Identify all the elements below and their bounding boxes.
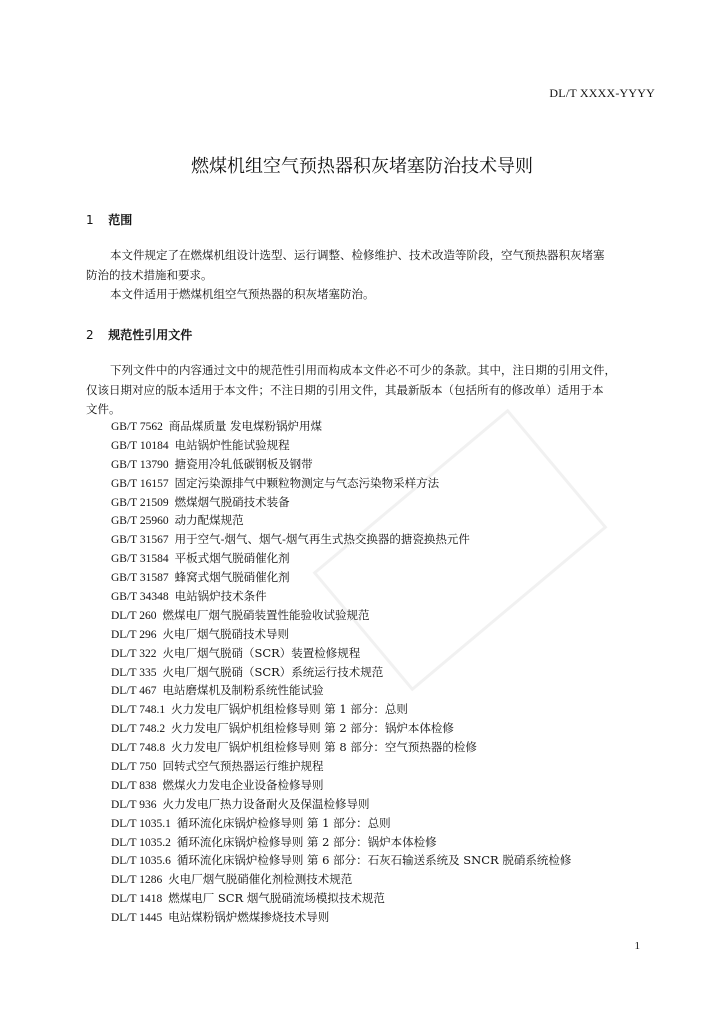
reference-code: GB/T 13790 [111,458,169,471]
text-line: 本文件适用于燃煤机组空气预热器的积灰堵塞防治。 [110,287,375,301]
reference-title: 燃煤电厂 SCR 烟气脱硝流场模拟技术规范 [168,891,385,906]
reference-title: 电站锅炉技术条件 [174,589,267,604]
reference-item [111,757,571,776]
text-line: 本文件规定了在燃煤机组设计选型、运行调整、检修维护、技术改造等阶段，空气预热器积灰堵塞 [110,248,605,262]
reference-title: 循环流化床锅炉检修导则 第 1 部分：总则 [176,815,391,830]
reference-code: GB/T 21509 [111,496,169,509]
reference-code: DL/T 1035.2 [111,836,171,849]
reference-item [111,644,571,663]
section-1-paragraph-1 [86,246,654,285]
section-title: 规范性引用文件 [108,328,193,342]
text-line: 仅该日期对应的版本适用于本文件；不注日期的引用文件，其最新版本（包括所有的修改单）适用于本 [86,382,604,397]
reference-code: DL/T 335 [111,666,157,679]
reference-title: 火力发电厂锅炉机组检修导则 第 2 部分：锅炉本体检修 [171,721,454,736]
section-number: 2 [86,328,94,342]
page-number: 1 [634,940,640,952]
reference-code: DL/T 748.2 [111,723,166,736]
reference-title: 循环流化床锅炉检修导则 第 2 部分：锅炉本体检修 [176,834,437,849]
reference-code: DL/T 467 [111,685,157,698]
reference-title: 电站煤粉锅炉燃煤掺烧技术导则 [168,910,330,925]
reference-item [111,833,571,852]
reference-item [111,870,571,889]
reference-code: GB/T 31587 [111,572,169,585]
reference-code: GB/T 10184 [111,439,169,452]
reference-item [111,795,571,814]
section-2-heading [86,326,192,343]
reference-title: 火电厂烟气脱硝技术导则 [162,626,289,641]
reference-item [111,681,571,700]
reference-item [111,851,571,870]
reference-code: DL/T 1418 [111,893,163,906]
reference-code: DL/T 1445 [111,912,163,925]
section-1-heading [86,211,132,228]
reference-title: 用于空气-烟气、烟气-烟气再生式热交换器的搪瓷换热元件 [174,532,470,547]
reference-code: GB/T 31584 [111,553,169,566]
section-1-paragraph-2 [86,285,654,305]
reference-title: 循环流化床锅炉检修导则 第 6 部分：石灰石输送系统及 SNCR 脱硝系统检修 [176,853,572,868]
reference-code: DL/T 1035.1 [111,817,171,830]
reference-title: 燃煤火力发电企业设备检修导则 [162,777,324,792]
text-line: 文件。 [86,402,121,416]
section-title: 范围 [108,213,133,227]
reference-item [111,700,571,719]
reference-title: 电站锅炉性能试验规程 [174,437,290,452]
reference-title: 蜂窝式烟气脱硝催化剂 [174,570,290,585]
reference-code: GB/T 7562 [111,421,163,433]
reference-item [111,776,571,795]
reference-item [111,738,571,757]
reference-title: 火电厂烟气脱硝（SCR）装置检修规程 [162,645,361,660]
reference-title: 火力发电厂锅炉机组检修导则 第 8 部分：空气预热器的检修 [171,740,477,755]
reference-item [111,814,571,833]
reference-title: 商品煤质量 发电煤粉锅炉用煤 [168,419,323,433]
reference-title: 平板式烟气脱硝催化剂 [174,551,290,566]
document-title: 燃煤机组空气预热器积灰堵塞防治技术导则 [191,156,533,177]
reference-item [111,625,571,644]
reference-title: 燃煤电厂烟气脱硝装置性能验收试验规范 [162,607,370,622]
reference-code: DL/T 1286 [111,874,163,887]
reference-code: DL/T 936 [111,798,157,811]
reference-item [111,663,571,682]
reference-code: DL/T 296 [111,628,157,641]
reference-item [111,719,571,738]
reference-title: 回转式空气预热器运行维护规程 [162,759,324,774]
reference-code: DL/T 322 [111,647,157,660]
reference-title: 固定污染源排气中颗粒物测定与气态污染物采样方法 [174,475,440,490]
reference-title: 火力发电厂锅炉机组检修导则 第 1 部分：总则 [171,702,408,717]
text-line: 防治的技术措施和要求。 [86,267,213,282]
reference-title: 火电厂烟气脱硝（SCR）系统运行技术规范 [162,664,384,679]
reference-title: 火力发电厂热力设备耐火及保温检修导则 [162,796,370,811]
reference-title: 电站磨煤机及制粉系统性能试验 [162,683,324,698]
reference-code: DL/T 748.8 [111,742,166,755]
reference-item [111,889,571,908]
section-2-paragraph-1 [86,361,654,420]
reference-title: 动力配煤规范 [174,513,244,528]
standard-code: DL/T XXXX-YYYY [549,86,655,100]
reference-code: DL/T 838 [111,779,157,792]
reference-item [111,908,571,927]
reference-code: GB/T 34348 [111,591,169,604]
reference-code: GB/T 25960 [111,515,169,528]
reference-code: DL/T 748.1 [111,704,166,717]
reference-code: GB/T 31567 [111,534,169,547]
text-line: 下列文件中的内容通过文中的规范性引用而构成本文件必不可少的条款。其中，注日期的引用文件， [110,363,616,377]
reference-code: DL/T 260 [111,609,157,622]
reference-title: 搪瓷用冷轧低碳钢板及钢带 [174,456,313,471]
reference-code: GB/T 16157 [111,477,169,490]
reference-code: DL/T 1035.6 [111,855,171,868]
reference-title: 燃煤烟气脱硝技术装备 [174,494,290,509]
section-number: 1 [86,213,94,227]
reference-code: DL/T 750 [111,761,157,774]
reference-title: 火电厂烟气脱硝催化剂检测技术规范 [168,872,353,887]
